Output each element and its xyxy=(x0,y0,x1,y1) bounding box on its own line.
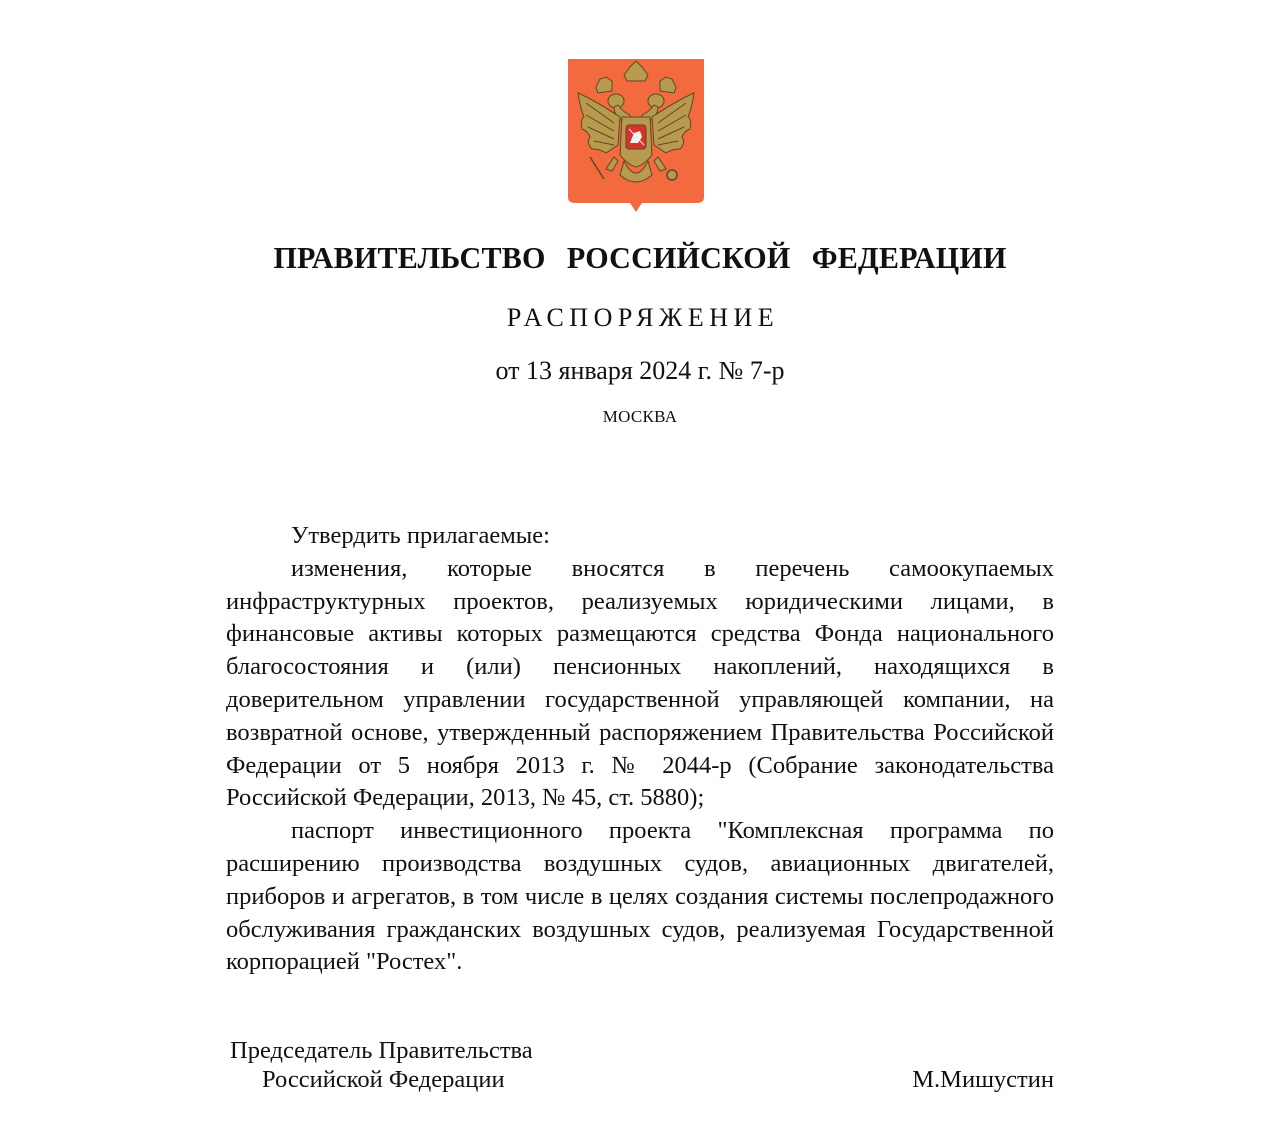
document-body xyxy=(226,520,1054,979)
russian-coat-of-arms-icon xyxy=(566,57,706,213)
signatory-position-line2: Российской Федерации xyxy=(262,1066,505,1093)
document-date-number: от 13 января 2024 г. № 7-р xyxy=(495,356,785,385)
body-paragraph-intro: Утвердить прилагаемые: xyxy=(291,522,550,549)
signatory-name: М.Мишустин xyxy=(912,1066,1054,1093)
document-city: МОСКВА xyxy=(602,407,678,426)
government-title: ПРАВИТЕЛЬСТВО РОССИЙСКОЙ ФЕДЕРАЦИИ xyxy=(273,240,1007,275)
signatory-position-line1: Председатель Правительства xyxy=(230,1037,533,1064)
body-paragraph-passport: паспорт инвестиционного проекта "Комплексная программа по расширению производства воздушных судов, авиационных двигателей, приборов и агрегатов, в том числе в целях создания системы послепродажного обслуживания гражданских воздушных судов, реализуемая Государственной корпорацией "Ростех". xyxy=(226,817,1054,976)
document-type: РАСПОРЯЖЕНИЕ xyxy=(506,303,780,332)
body-paragraph-amendments: изменения, которые вносятся в перечень самоокупаемых инфраструктурных проектов, реализуемых юридическими лицами, в финансовые активы которых размещаются средства Фонда национального благосостояния и (или) пенсионных накоплений, находящихся в доверительном управлении государственной управляющей компании, на возвратной основе, утвержденный распоряжением Правительства Российской Федерации от 5 ноября 2013 г. № 2044-р (Собрание законодательства Российской Федерации, 2013, № 45, ст. 5880); xyxy=(226,554,1054,812)
